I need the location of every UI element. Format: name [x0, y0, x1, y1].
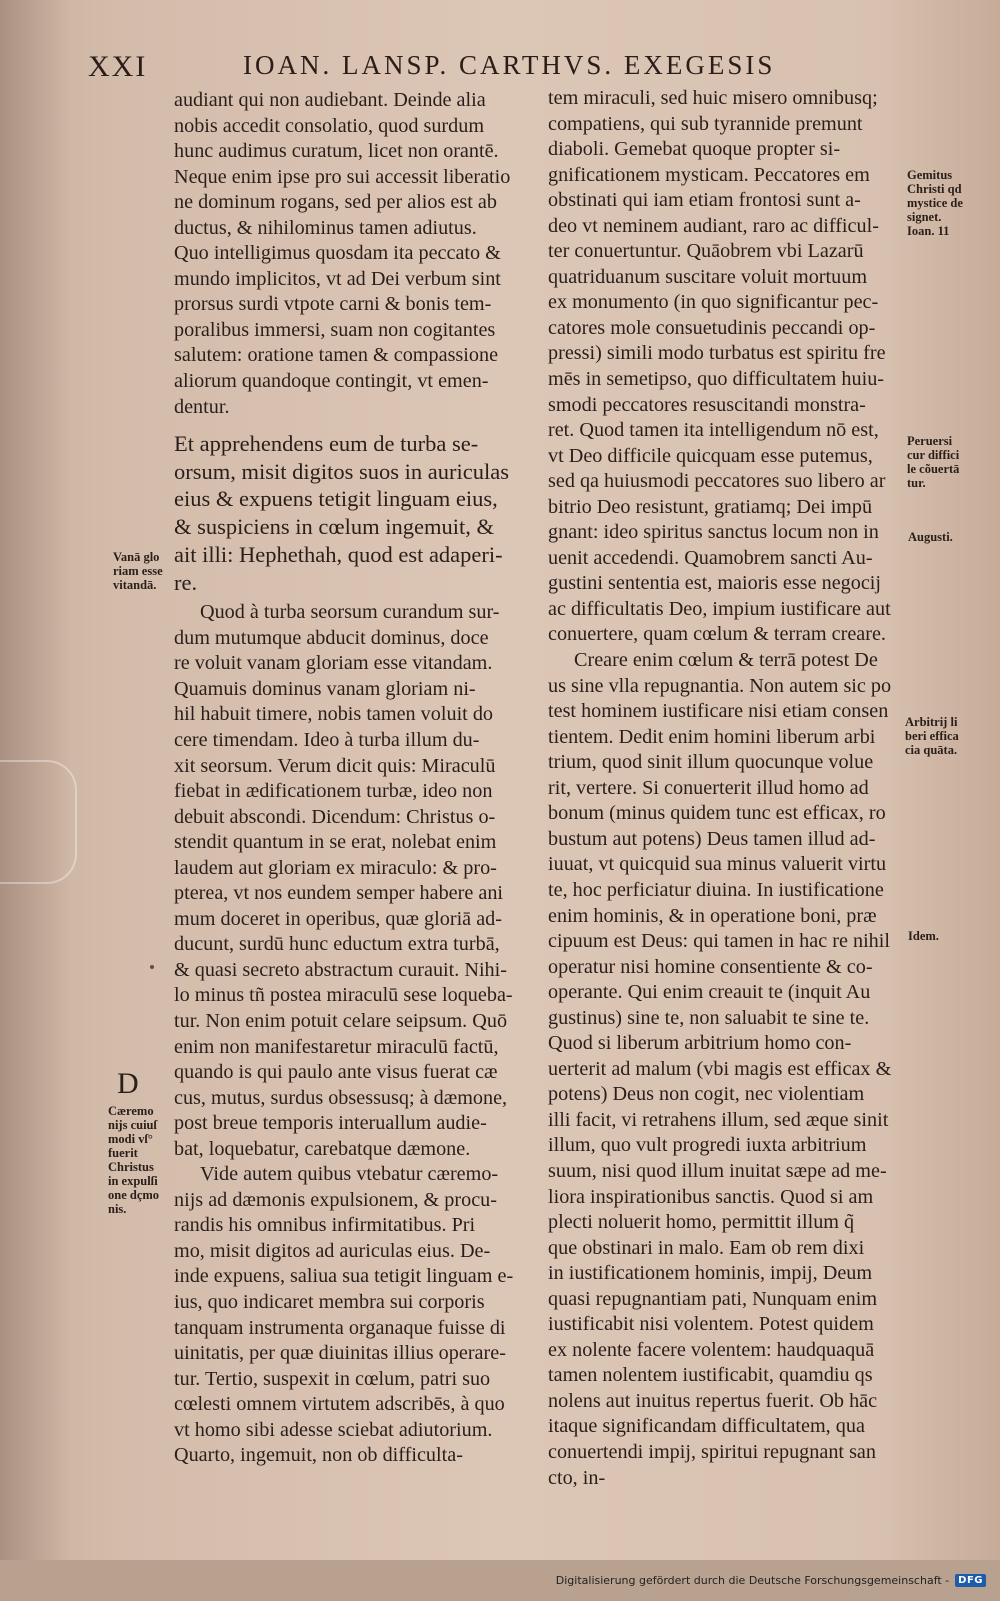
text-line: re.	[174, 569, 198, 595]
text-line: nolens aut inuitus repertus fuerit. Ob hāc	[548, 1389, 878, 1412]
text-line: cus, mutus, surdus obsessusq; à dæmone,	[174, 1086, 508, 1109]
text-line: compatiens, qui sub tyrannide premunt	[548, 112, 863, 135]
text-line: quasi repugnantiam pati, Nunquam enim	[548, 1287, 878, 1310]
text-line: post breue temporis interuallum audie-	[174, 1112, 487, 1135]
text-line: Et apprehendens eum de turba se-	[174, 431, 479, 457]
text-line: signet.	[907, 210, 942, 224]
text-line: iustificabit nisi volentem. Potest quidem	[548, 1313, 874, 1336]
left-block-2	[174, 600, 532, 1162]
text-line: riam esse	[113, 564, 163, 578]
text-line: us sine vlla repugnantia. Non autem sic po	[548, 674, 892, 697]
text-line: tur. Non enim potuit celare seipsum. Quō	[174, 1009, 508, 1032]
text-line: Cæremo	[108, 1104, 154, 1118]
text-line: cia quāta.	[905, 743, 958, 757]
marginal-note-arbitrii	[905, 715, 959, 757]
text-line: salutem: oratione tamen & compassione	[174, 344, 499, 367]
text-line: Idem.	[908, 929, 939, 943]
text-line: ne dominum rogans, sed per alios est ab	[174, 191, 497, 214]
text-line: mēs in semetipso, quo difficultatem huiu-	[548, 368, 885, 391]
page-tab-mark	[0, 760, 77, 884]
text-line: poralibus immersi, suam non cogitantes	[174, 318, 496, 341]
text-line: hil habuit timere, nobis tamen voluit do	[174, 703, 494, 726]
text-line: bustum aut potens) Deus tamen illud ad-	[548, 827, 876, 850]
text-line: Quo intelligimus quosdam ita peccato &	[174, 242, 501, 265]
text-line: audiant qui non audiebant. Deinde alia	[174, 89, 486, 111]
folio-number: XXI	[88, 50, 148, 83]
text-line: Peruersi	[907, 434, 953, 448]
marginal-letter-d: D	[117, 1067, 139, 1100]
text-line: ex monumento (in quo significantur pec-	[548, 291, 879, 314]
right-block-2	[548, 648, 900, 1491]
text-line: enim non manifestaretur miraculū factū,	[174, 1035, 499, 1058]
footer-credit: Digitalisierung gefördert durch die Deutsche Forschungsgemeinschaft -	[555, 1573, 950, 1587]
marginal-note-caeremoniis	[108, 1104, 159, 1216]
text-line: aliorum quandoque contingit, vt emen-	[174, 370, 489, 393]
text-line: smodi peccatores resuscitandi monstra-	[548, 393, 866, 416]
text-line: cto, in-	[548, 1466, 606, 1489]
text-line: gnificationem mysticam. Peccatores em	[548, 163, 870, 186]
text-line: illi facit, vi retrahens illum, sed æque sinit	[548, 1108, 889, 1131]
text-line: hunc audimus curatum, licet non orantē.	[174, 140, 499, 163]
text-line: cur diffici	[907, 448, 960, 462]
text-line: quatriduanum suscitare voluit mortuum	[548, 265, 868, 288]
text-line: iuuat, vt quicquid sua minus valuerit virtu	[548, 853, 887, 876]
text-line: test hominem iustificare nisi etiam consen	[548, 700, 889, 723]
dfg-logo-icon: DFG	[955, 1574, 986, 1587]
text-line: & quasi secreto abstractum curauit. Nihi-	[174, 958, 507, 981]
text-line: mum doceret in operibus, quæ gloriā ad-	[174, 907, 502, 930]
text-line: ductus, & nihilominus tamen adiutus.	[174, 216, 477, 239]
text-line: tanquam instrumenta organaque fuisse di	[174, 1316, 506, 1339]
right-block-1	[548, 86, 900, 648]
digitization-footer	[556, 1568, 986, 1592]
text-line: Arbitrij li	[905, 715, 958, 729]
text-line: cere timendam. Ideo à turba illum du-	[174, 728, 480, 751]
text-line: Quod si liberum arbitrium homo con-	[548, 1032, 852, 1055]
text-line: beri effica	[905, 729, 959, 743]
text-line: trium, quod sinit illum quocunque volue	[548, 751, 874, 774]
text-line: mystice de	[907, 196, 963, 210]
text-line: in expulſi	[108, 1174, 158, 1188]
text-line: potens) Deus non cogit, nec violentiam	[548, 1083, 865, 1106]
text-line: uerterit ad malum (vbi magis est efficax &	[548, 1057, 892, 1080]
text-line: gustini sententia est, maioris esse negocij	[548, 572, 882, 595]
text-line: sed qa huiusmodi peccatores suo libero ar	[548, 470, 886, 493]
text-line: nobis accedit consolatio, quod surdum	[174, 114, 485, 137]
text-line: tem miraculi, sed huic misero omnibusq;	[548, 87, 878, 109]
text-line: rit, vertere. Si conuerterit illud homo ad	[548, 776, 869, 799]
text-line: Ioan. 11	[907, 224, 950, 238]
text-line: mo, misit digitos ad auriculas eius. De-	[174, 1239, 491, 1262]
text-line: uinitatis, per quæ diuinitas illius operare-	[174, 1342, 506, 1365]
text-line: fuerit	[108, 1146, 138, 1160]
text-line: nijs cuiuſ	[108, 1118, 157, 1132]
text-line: le cõuertā	[907, 462, 960, 476]
text-line: pressi) simili modo turbatus est spiritu fre	[548, 342, 886, 365]
text-line: ius, quo indicaret membra sui corporis	[174, 1291, 485, 1313]
text-line: conuertendi impij, spiritui repugnant san	[548, 1440, 876, 1463]
text-line: nis.	[108, 1202, 127, 1216]
text-line: mundo implicitos, vt ad Dei verbum sint	[174, 267, 501, 290]
text-line: cipuum est Deus: qui tamen in hac re nihil	[548, 930, 890, 953]
marginal-note-augustini	[908, 530, 953, 544]
text-line: plecti noluerit homo, permittit illum q̃	[548, 1211, 855, 1234]
text-line: tur.	[907, 476, 926, 490]
text-line: Neque enim ipse pro sui accessit liberatio	[174, 165, 511, 188]
text-line: ex nolente facere volentem: haudquaquā	[548, 1338, 875, 1361]
text-line: bonum (minus quidem tunc est efficax, ro	[548, 802, 886, 825]
text-line: diaboli. Gemebat quoque propter si-	[548, 138, 841, 161]
text-line: nijs ad dæmonis expulsionem, & procu-	[174, 1188, 497, 1211]
left-column	[174, 88, 532, 1469]
text-line: conuertere, quam cœlum & terram creare.	[548, 623, 886, 646]
text-line: gustinus) sine te, non saluabit te sine te.	[548, 1006, 870, 1029]
text-line: Augusti.	[908, 530, 953, 544]
text-line: ducunt, surdū hunc eductum extra turbā,	[174, 933, 500, 956]
text-line: bitrio Deo resistunt, gratiamq; Dei impū	[548, 495, 873, 518]
text-line: Vide autem quibus vtebatur cæremo-	[200, 1163, 499, 1186]
text-line: catores mole consuetudinis peccandi op-	[548, 316, 876, 339]
text-line: ter conuertuntur. Quāobrem vbi Lazarū	[548, 240, 864, 263]
text-line: orsum, misit digitos suos in auriculas	[174, 458, 509, 484]
left-lemma	[174, 430, 532, 596]
text-line: uenit accedendi. Quamobrem sancti Au-	[548, 546, 873, 569]
running-title: IOAN. LANSP. CARTHVS. EXEGESIS	[243, 50, 776, 80]
text-line: ait illi: Hephethah, quod est adaperi-	[174, 541, 503, 567]
text-line: fiebat in ædificationem turbæ, ideo non	[174, 780, 493, 803]
text-line: inde expuens, saliua sua tetigit linguam e-	[174, 1265, 514, 1288]
text-line: Quamuis dominus vanam gloriam ni-	[174, 677, 476, 700]
text-line: xit seorsum. Verum dicit quis: Miraculū	[174, 754, 496, 777]
text-line: te, hoc perficiatur diuina. In iustificatione	[548, 878, 884, 901]
text-line: illum, quo vult progredi iuxta arbitrium	[548, 1134, 867, 1157]
text-line: re voluit vanam gloriam esse vitandam.	[174, 652, 493, 675]
text-line: & suspiciens in cœlum ingemuit, &	[174, 514, 494, 540]
text-line: lo minus tñ postea miraculū sese loqueba-	[174, 984, 513, 1007]
left-block-1	[174, 88, 532, 420]
text-line: tamen nolentem iustificabit, quamdiu qs	[548, 1364, 873, 1387]
text-line: vitandā.	[113, 578, 157, 592]
text-line: quando is qui paulo ante visus fuerat cæ	[174, 1061, 498, 1084]
text-line: pterea, vt nos eundem semper habere ani	[174, 882, 504, 905]
text-line: Quarto, ingemuit, non ob difficulta-	[174, 1444, 463, 1467]
text-line: Christus	[108, 1160, 154, 1174]
text-line: prorsus surdi vtpote carni & bonis tem-	[174, 293, 492, 316]
text-line: tur. Tertio, suspexit in cœlum, patri suo	[174, 1367, 491, 1390]
text-line: vt homo sibi adesse sciebat adiutorium.	[174, 1418, 493, 1441]
text-line: operante. Qui enim creauit te (inquit Au	[548, 981, 871, 1004]
text-line: deo vt neminem audiant, raro ac difficul-	[548, 214, 879, 237]
text-line: debuit abscondi. Dicendum: Christus o-	[174, 805, 496, 828]
text-line: gnant: ideo spiritus sanctus locum non in	[548, 521, 879, 544]
text-line: obstinati qui iam etiam frontosi sunt a-	[548, 189, 861, 212]
text-line: dentur.	[174, 395, 230, 418]
text-line: tientem. Dedit enim homini liberum arbi	[548, 725, 876, 748]
left-block-3	[174, 1162, 532, 1469]
text-line: Creare enim cœlum & terrā potest De	[574, 649, 878, 672]
text-line: cœlesti omnem virtutem adscribēs, à quo	[174, 1393, 505, 1416]
text-line: enim hominis, & in operatione boni, præ	[548, 904, 877, 927]
text-line: Christi qd	[907, 182, 962, 196]
text-line: itaque significandam difficultatem, qua	[548, 1415, 865, 1438]
text-line: randis his omnibus infirmitatibus. Pri	[174, 1214, 476, 1237]
text-line: one dçmo	[108, 1188, 160, 1202]
text-line: ac difficultatis Deo, impium iustificare aut	[548, 597, 891, 620]
marginal-note-idem	[908, 929, 939, 943]
text-line: Vanā glo	[113, 550, 160, 564]
text-line: eius & expuens tetigit linguam eius,	[174, 486, 498, 512]
text-line: bat, loquebatur, carebatque dæmone.	[174, 1137, 471, 1160]
text-line: in iustificationem hominis, impij, Deum	[548, 1262, 873, 1285]
page-header	[88, 50, 948, 90]
text-line: Gemitus	[907, 168, 953, 182]
text-line: suum, nisi quod illum inuitat sæpe ad me-	[548, 1159, 887, 1182]
text-line: modi vſ°	[108, 1132, 153, 1146]
text-line: laudem aut gloriam ex miraculo: & pro-	[174, 856, 497, 879]
text-line: dum mutumque abducit dominus, doce	[174, 626, 489, 649]
text-line: stendit quantum in se erat, nolebat enim	[174, 831, 497, 854]
text-line: vt Deo difficile quicquam esse putemus,	[548, 444, 873, 467]
right-column	[548, 86, 900, 1491]
marginal-note-peruersi	[907, 434, 959, 490]
text-line: Quod à turba seorsum curandum sur-	[200, 601, 500, 624]
marginal-note-gemitus	[907, 168, 963, 238]
ink-spot	[150, 965, 154, 969]
text-line: ret. Quod tamen ita intelligendum nō est,	[548, 419, 879, 442]
text-line: operatur nisi homine consentiente & co-	[548, 955, 873, 978]
text-line: que obstinari in malo. Eam ob rem dixi	[548, 1236, 865, 1259]
text-line: liora inspirationibus sanctis. Quod si am	[548, 1185, 874, 1208]
marginal-note-vanam-gloriam	[113, 550, 163, 592]
